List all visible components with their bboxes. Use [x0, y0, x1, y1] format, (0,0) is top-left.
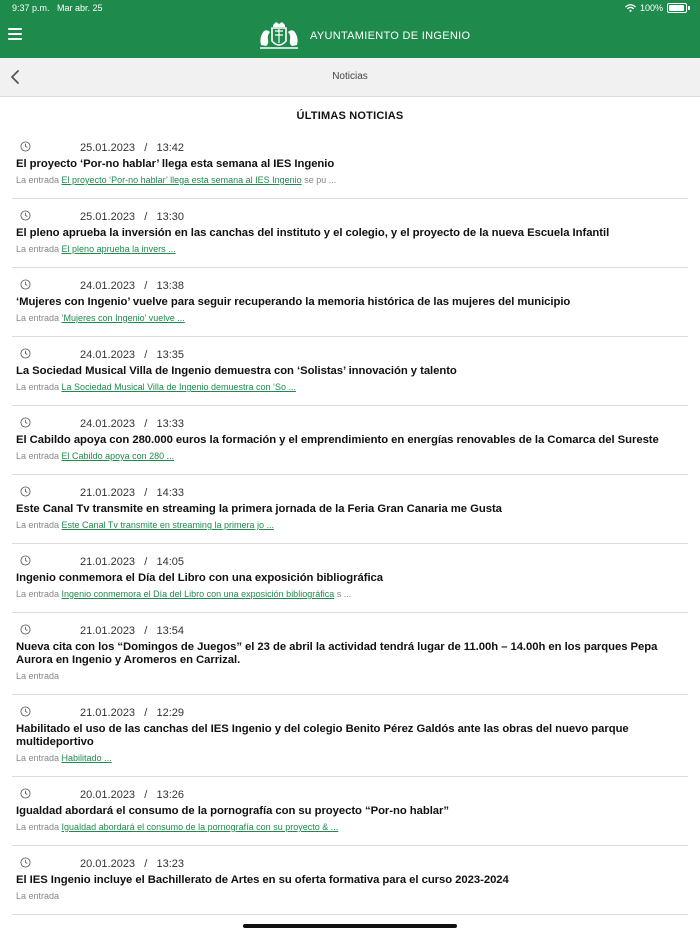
home-indicator[interactable] — [243, 924, 457, 928]
news-item[interactable] — [12, 475, 688, 544]
news-date: 24.01.2023 — [80, 418, 136, 430]
news-excerpt — [16, 891, 688, 902]
excerpt-link[interactable]: Igualdad abordará el consumo de la pornografía con su proyecto & ... — [61, 822, 339, 832]
menu-icon[interactable] — [8, 28, 22, 40]
news-time: 13:30 — [156, 211, 184, 223]
news-meta — [16, 856, 688, 872]
news-date: 21.01.2023 — [80, 707, 136, 719]
news-item[interactable] — [12, 199, 688, 268]
clock-icon — [20, 279, 31, 290]
news-excerpt — [16, 175, 688, 186]
news-item[interactable] — [12, 130, 688, 199]
news-date: 25.01.2023 — [80, 142, 136, 154]
clock-icon — [20, 486, 31, 497]
news-time: 14:05 — [156, 556, 184, 568]
news-time: 12:29 — [156, 707, 184, 719]
news-headline[interactable]: Ingenio conmemora el Día del Libro con una exposición bibliográfica — [16, 572, 383, 584]
news-item[interactable] — [12, 406, 688, 475]
excerpt-link[interactable]: Habilitado ... — [61, 753, 112, 763]
excerpt-prefix: La entrada — [16, 822, 62, 832]
clock-icon — [20, 555, 31, 566]
news-datetime: 25.01.2023 / 13:42 — [80, 142, 184, 154]
excerpt-prefix: La entrada — [16, 891, 60, 901]
news-datetime: 21.01.2023 / 13:54 — [80, 625, 184, 637]
section-title: ÚLTIMAS NOTICIAS — [296, 110, 404, 122]
news-date: 21.01.2023 — [80, 556, 136, 568]
excerpt-prefix: La entrada — [16, 589, 62, 599]
excerpt-link[interactable]: El proyecto ‘Por-no hablar’ llega esta semana al IES Ingenio — [61, 175, 302, 185]
news-datetime: 20.01.2023 / 13:26 — [80, 789, 184, 801]
news-date: 24.01.2023 — [80, 280, 136, 292]
excerpt-prefix: La entrada — [16, 382, 62, 392]
news-time: 13:54 — [156, 625, 184, 637]
navigation-bar — [0, 58, 700, 97]
news-headline[interactable]: Igualdad abordará el consumo de la pornografía con su proyecto “Por-no hablar” — [16, 805, 449, 817]
excerpt-prefix: La entrada — [16, 244, 62, 254]
battery-tip — [688, 6, 690, 10]
excerpt-link[interactable]: La Sociedad Musical Villa de Ingenio demuestra con ‘So ... — [61, 382, 297, 392]
battery-icon — [667, 3, 687, 13]
news-headline[interactable]: El IES Ingenio incluye el Bachillerato de Artes en su oferta formativa para el curso 2023-2024 — [16, 874, 509, 886]
news-datetime: 20.01.2023 / 13:23 — [80, 858, 184, 870]
news-headline[interactable]: Este Canal Tv transmite en streaming la primera jornada de la Feria Gran Canaria me Gusta — [16, 503, 502, 515]
status-time: 9:37 p.m. — [12, 3, 50, 13]
excerpt-link[interactable]: ‘Mujeres con Ingenio’ vuelve ... — [61, 313, 185, 323]
news-datetime: 21.01.2023 / 12:29 — [80, 707, 184, 719]
excerpt-prefix: La entrada — [16, 451, 62, 461]
news-meta — [16, 278, 688, 294]
news-excerpt — [16, 589, 688, 600]
news-item[interactable] — [12, 544, 688, 613]
news-date: 21.01.2023 — [80, 487, 136, 499]
news-item[interactable] — [12, 846, 688, 915]
news-headline[interactable]: El pleno aprueba la inversión en las canchas del instituto y el colegio, y el proyecto de la nueva Escuela Infantil — [16, 227, 610, 239]
news-meta — [16, 416, 688, 432]
wifi-icon — [625, 4, 636, 12]
status-date: Mar abr. 25 — [57, 3, 103, 13]
news-meta — [16, 485, 688, 501]
clock-icon — [20, 857, 31, 868]
news-excerpt — [16, 671, 688, 682]
excerpt-prefix: La entrada — [16, 313, 62, 323]
news-item[interactable] — [12, 337, 688, 406]
battery-percent: 100% — [639, 3, 663, 13]
clock-icon — [20, 417, 31, 428]
news-list — [0, 130, 700, 915]
news-meta — [16, 140, 688, 156]
clock-icon — [20, 141, 31, 152]
excerpt-prefix: La entrada — [16, 175, 62, 185]
nav-title: Noticias — [332, 71, 368, 82]
clock-icon — [20, 788, 31, 799]
news-headline[interactable]: ‘Mujeres con Ingenio’ vuelve para seguir recuperando la memoria histórica de las mujeres del municipio — [16, 296, 571, 308]
news-time: 13:35 — [156, 349, 184, 361]
excerpt-link[interactable]: El Cabildo apoya con 280 ... — [61, 451, 175, 461]
news-meta — [16, 347, 688, 363]
news-time: 13:33 — [156, 418, 184, 430]
news-datetime: 24.01.2023 / 13:33 — [80, 418, 184, 430]
news-excerpt — [16, 753, 688, 764]
clock-icon — [20, 624, 31, 635]
clock-icon — [20, 348, 31, 359]
news-date: 21.01.2023 — [80, 625, 136, 637]
news-excerpt — [16, 520, 688, 531]
clock-icon — [20, 706, 31, 717]
news-date: 24.01.2023 — [80, 349, 136, 361]
news-excerpt — [16, 313, 688, 324]
brand-title: AYUNTAMIENTO DE INGENIO — [310, 30, 471, 42]
news-excerpt — [16, 451, 688, 462]
news-time: 13:26 — [156, 789, 184, 801]
news-date: 20.01.2023 — [80, 789, 136, 801]
excerpt-prefix: La entrada — [16, 753, 62, 763]
excerpt-prefix: La entrada — [16, 520, 62, 530]
excerpt-link[interactable]: Este Canal Tv transmite en streaming la primera jo ... — [61, 520, 274, 530]
excerpt-prefix: La entrada — [16, 671, 60, 681]
excerpt-suffix: se pu ... — [301, 175, 337, 185]
crest-logo-icon — [256, 19, 302, 51]
news-item[interactable] — [12, 613, 688, 695]
news-time: 13:42 — [156, 142, 184, 154]
news-headline[interactable]: Nueva cita con los “Domingos de Juegos” el 23 de abril la actividad tendrá lugar de 11.00h – 14.00h en los parques Pepa Aurora en Ingenio y Aromeros en Carrizal. — [16, 641, 658, 666]
news-item[interactable] — [12, 268, 688, 337]
excerpt-link[interactable]: Ingenio conmemora el Día del Libro con una exposición bibliográfica — [61, 589, 335, 599]
clock-icon — [20, 210, 31, 221]
excerpt-suffix: s ... — [334, 589, 352, 599]
news-datetime: 25.01.2023 / 13:30 — [80, 211, 184, 223]
news-date: 20.01.2023 — [80, 858, 136, 870]
news-meta — [16, 623, 688, 639]
app-header — [0, 0, 700, 58]
news-time: 14:33 — [156, 487, 184, 499]
news-headline[interactable]: El Cabildo apoya con 280.000 euros la formación y el emprendimiento en energías renovables de la Comarca del Sureste — [16, 434, 659, 446]
news-headline[interactable]: Habilitado el uso de las canchas del IES Ingenio y del colegio Benito Pérez Galdós ante las obras del nuevo parque multideportivo — [16, 723, 629, 748]
news-excerpt — [16, 822, 688, 833]
news-headline[interactable]: El proyecto ‘Por-no hablar’ llega esta semana al IES Ingenio — [16, 158, 335, 170]
news-excerpt — [16, 244, 688, 255]
news-meta — [16, 209, 688, 225]
news-time: 13:38 — [156, 280, 184, 292]
news-datetime: 24.01.2023 / 13:35 — [80, 349, 184, 361]
news-time: 13:23 — [156, 858, 184, 870]
news-item[interactable] — [12, 777, 688, 846]
news-date: 25.01.2023 — [80, 211, 136, 223]
news-datetime: 24.01.2023 / 13:38 — [80, 280, 184, 292]
status-bar — [0, 0, 700, 16]
news-item[interactable] — [12, 695, 688, 777]
news-datetime: 21.01.2023 / 14:33 — [80, 487, 184, 499]
news-headline[interactable]: La Sociedad Musical Villa de Ingenio demuestra con ‘Solistas’ innovación y talento — [16, 365, 457, 377]
news-meta — [16, 705, 688, 721]
news-meta — [16, 554, 688, 570]
news-excerpt — [16, 382, 688, 393]
news-meta — [16, 787, 688, 803]
status-right — [625, 0, 690, 16]
news-datetime: 21.01.2023 / 14:05 — [80, 556, 184, 568]
excerpt-link[interactable]: El pleno aprueba la invers ... — [61, 244, 176, 254]
